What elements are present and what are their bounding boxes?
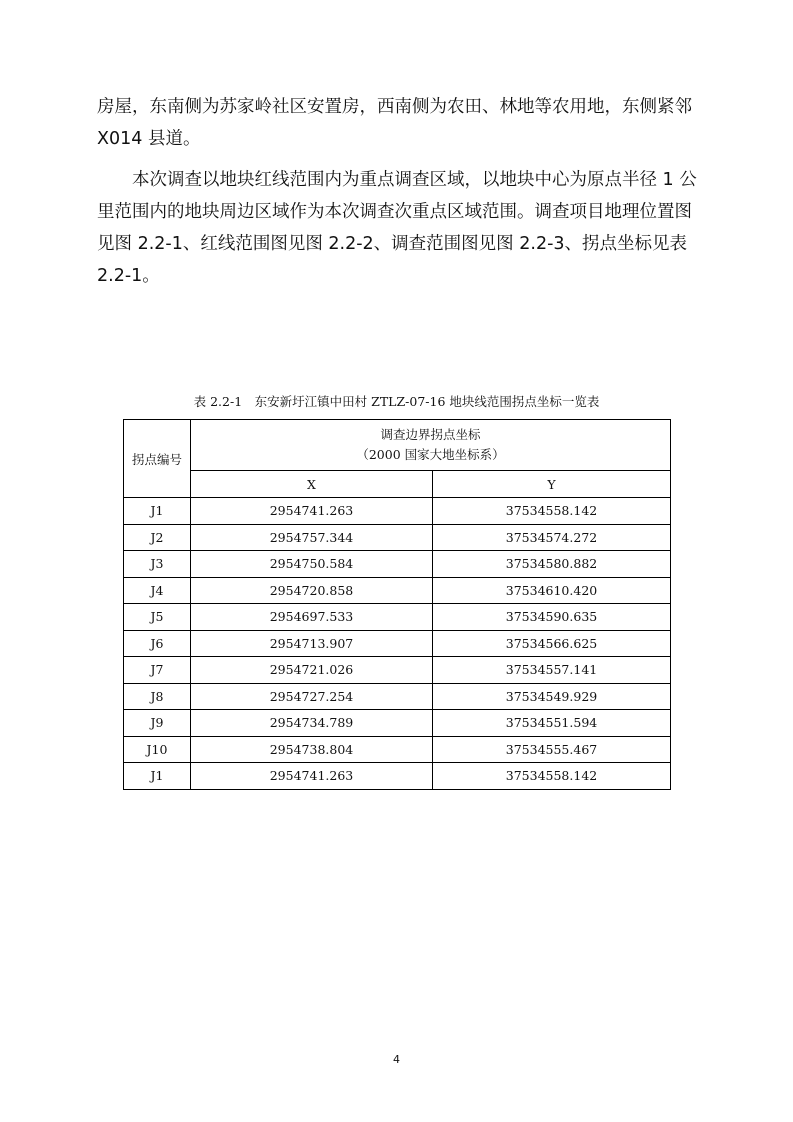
table-row [124,710,671,737]
header-coordinate-group [191,420,671,471]
point-id-cell: J7 [124,657,191,684]
table-row [124,736,671,763]
x-coordinate-cell: 2954727.254 [191,683,433,710]
table-row [124,630,671,657]
table-row [124,498,671,525]
table-row [124,763,671,790]
point-id-cell: J6 [124,630,191,657]
header-point-id: 拐点编号 [124,420,191,498]
header-y: Y [433,471,671,498]
y-coordinate-cell: 37534558.142 [433,498,671,525]
paragraph-1: 房屋，东南侧为苏家岭社区安置房，西南侧为农田、林地等农用地，东侧紧邻 X014 县道。 [97,97,692,149]
x-coordinate-cell: 2954697.533 [191,604,433,631]
table-row [124,683,671,710]
table-row [124,604,671,631]
y-coordinate-cell: 37534555.467 [433,736,671,763]
header-group-line2: （2000 国家大地坐标系） [356,447,505,462]
x-coordinate-cell: 2954750.584 [191,551,433,578]
page-number: 4 [393,1053,400,1066]
point-id-cell: J9 [124,710,191,737]
point-id-cell: J5 [124,604,191,631]
paragraph-2: 本次调查以地块红线范围内为重点调查区域，以地块中心为原点半径 1 公里范围内的地块周边区域作为本次调查次重点区域范围。调查项目地理位置图见图 2.2-1、红线范围图见图 2.2-2、调查范围图见图 2.2-3、拐点坐标见表 2.2-1。 [97,170,697,286]
x-coordinate-cell: 2954721.026 [191,657,433,684]
point-id-cell: J1 [124,498,191,525]
y-coordinate-cell: 37534574.272 [433,524,671,551]
point-id-cell: J8 [124,683,191,710]
header-group-line1: 调查边界拐点坐标 [380,427,481,442]
table-row [124,577,671,604]
x-coordinate-cell: 2954757.344 [191,524,433,551]
y-coordinate-cell: 37534549.929 [433,683,671,710]
coordinates-table [123,419,671,790]
point-id-cell: J1 [124,763,191,790]
y-coordinate-cell: 37534557.141 [433,657,671,684]
x-coordinate-cell: 2954734.789 [191,710,433,737]
y-coordinate-cell: 37534558.142 [433,763,671,790]
y-coordinate-cell: 37534590.635 [433,604,671,631]
x-coordinate-cell: 2954713.907 [191,630,433,657]
table-row [124,524,671,551]
point-id-cell: J3 [124,551,191,578]
y-coordinate-cell: 37534580.882 [433,551,671,578]
x-coordinate-cell: 2954720.858 [191,577,433,604]
x-coordinate-cell: 2954738.804 [191,736,433,763]
y-coordinate-cell: 37534551.594 [433,710,671,737]
header-x: X [191,471,433,498]
table-row [124,551,671,578]
y-coordinate-cell: 37534566.625 [433,630,671,657]
point-id-cell: J4 [124,577,191,604]
table-caption: 表 2.2-1 东安新圩江镇中田村 ZTLZ-07-16 地块线范围拐点坐标一览表 [193,394,600,409]
y-coordinate-cell: 37534610.420 [433,577,671,604]
table-row [124,657,671,684]
point-id-cell: J2 [124,524,191,551]
x-coordinate-cell: 2954741.263 [191,763,433,790]
x-coordinate-cell: 2954741.263 [191,498,433,525]
point-id-cell: J10 [124,736,191,763]
